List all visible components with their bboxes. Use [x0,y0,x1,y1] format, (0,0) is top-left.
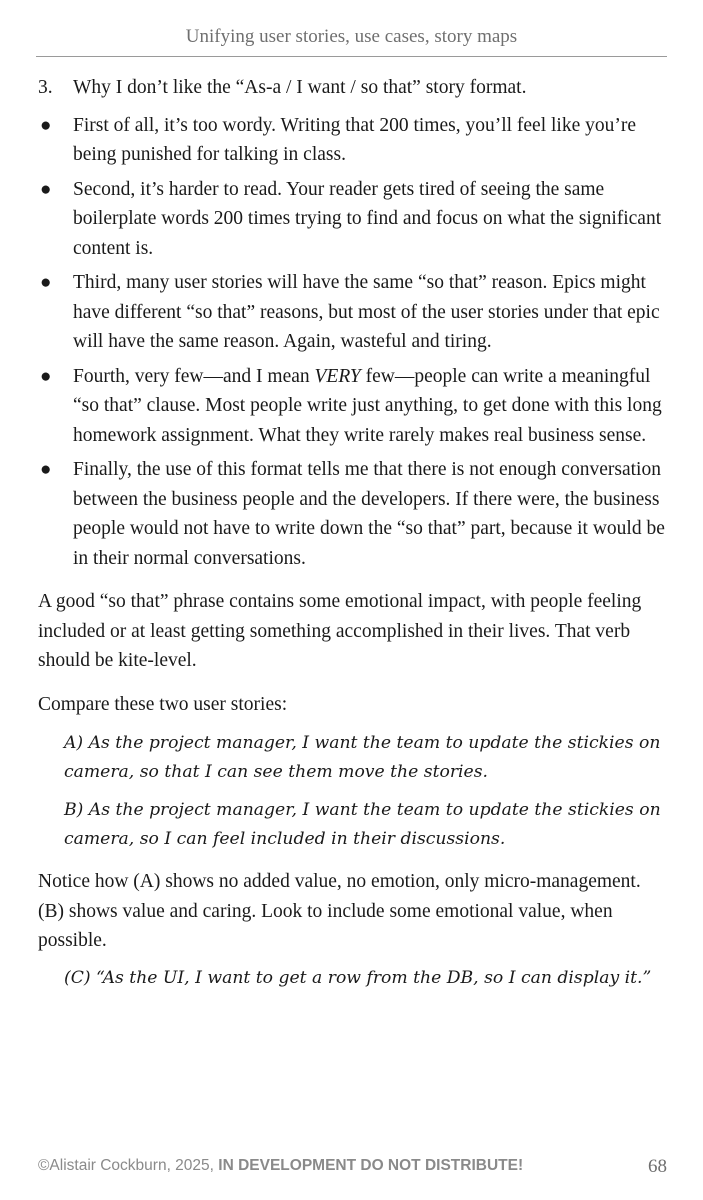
bullet-icon: ● [40,272,52,293]
footer-copyright: ©Alistair Cockburn, 2025, [38,1157,219,1174]
bullet-text: Second, it’s harder to read. Your reader gets tired of seeing the same boilerplate words 200 times trying to find and focus on what the significant content is. [73,178,662,259]
quote-story-a: A) As the project manager, I want the team to update the stickies on camera, so that I can see them move the stories. [64,733,661,782]
paragraph-notice: Notice how (A) shows no added value, no emotion, only micro-management. (B) shows value and caring. Look to include some emotional value, when possible. [38,871,641,951]
footer-notice: IN DEVELOPMENT DO NOT DISTRIBUTE! [218,1157,524,1174]
bullet-text: Finally, the use of this format tells me that there is not enough conversation between the business people and the developers. If there were, the business people would not have to write down the “so that” part, because it would be in their normal conversations. [73,459,665,569]
bullet-icon: ● [40,459,52,480]
emphasis-very: VERY [314,365,361,387]
section-number: 3. [38,77,53,98]
bullet-text-start: Fourth, very few—and I mean [73,365,315,387]
page-number: 68 [648,1156,667,1177]
bullet-icon: ● [40,365,52,387]
bullet-item [38,455,668,573]
bullet-icon: ● [40,178,52,200]
section-heading-text: Why I don’t like the “As-a / I want / so that” story format. [73,77,527,98]
bullet-text: First of all, it’s too wordy. Writing that 200 times, you’ll feel like you’re being punished for talking in class. [73,114,637,165]
header-divider [36,56,667,57]
section-heading [38,73,668,103]
bullet-text-end: few—people can write a meaningful “so that” clause. Most people write just anything, to get done with this long homework assignment. What they write rarely makes real business sense. [73,365,662,446]
quote-story-c: (C) “As the UI, I want to get a row from the DB, so I can display it.” [64,967,652,988]
paragraph-compare: Compare these two user stories: [38,693,288,715]
running-header: Unifying user stories, use cases, story maps [185,26,518,47]
bullet-icon: ● [40,114,52,136]
bullet-text: Third, many user stories will have the same “so that” reason. Epics might have different “so that” reasons, but most of the user stories under that epic will have the same reason. Again, wasteful and tiring. [73,272,660,352]
page-content [38,73,668,992]
paragraph-so-that: A good “so that” phrase contains some emotional impact, with people feeling included or at least getting something accomplished in their lives. That verb should be kite-level. [38,591,642,671]
quote-story-b: B) As the project manager, I want the team to update the stickies on camera, so I can feel included in their discussions. [64,800,661,849]
page-footer [38,1157,668,1175]
bullet-item [38,268,668,357]
bullet-item [38,362,668,451]
bullet-item [38,111,668,170]
bullet-item [38,175,668,264]
